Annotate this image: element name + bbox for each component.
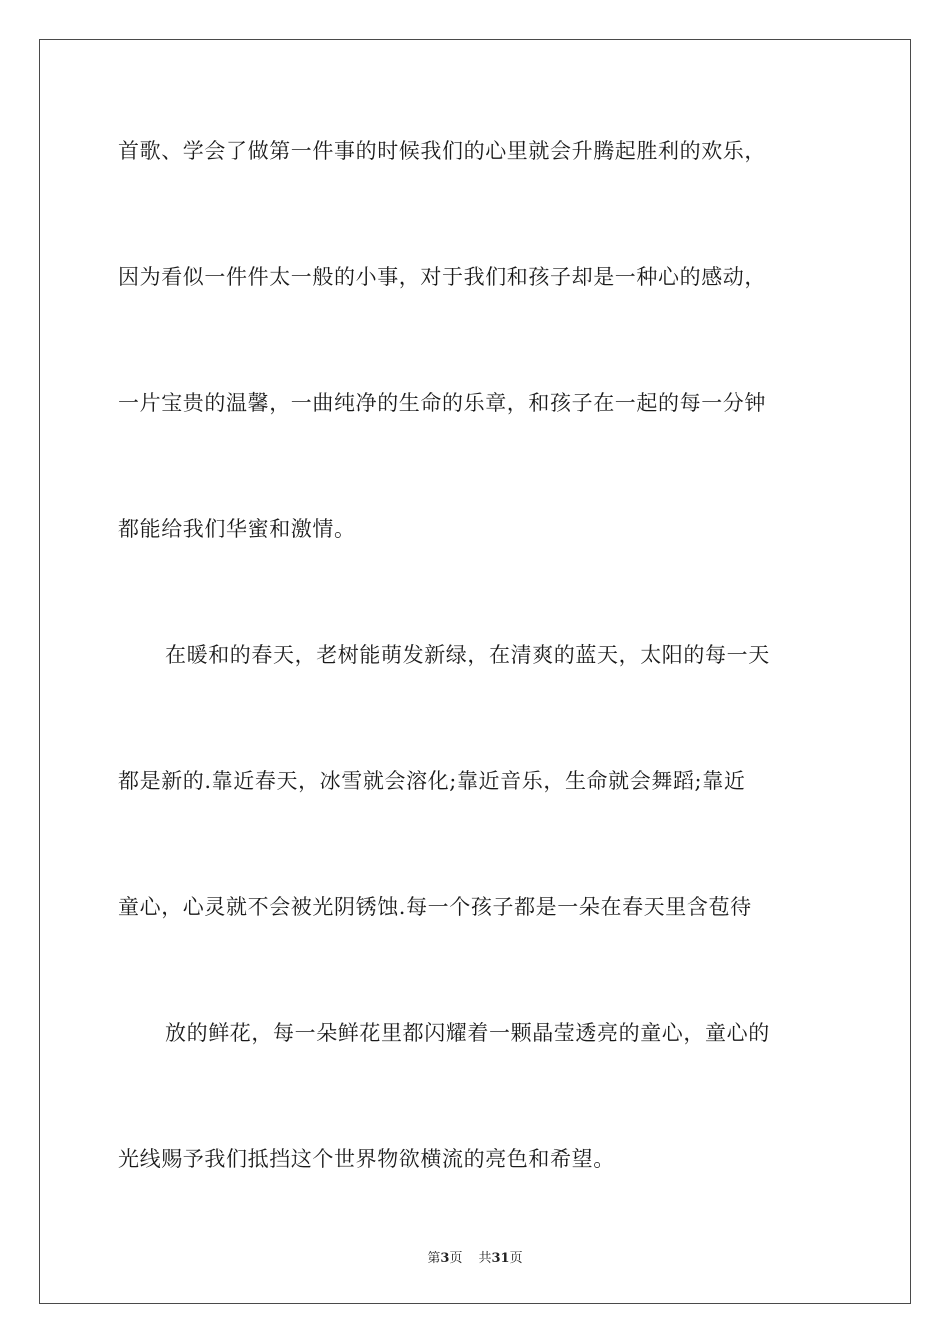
page-footer <box>0 1247 950 1266</box>
footer-total-prefix: 共 <box>478 1251 492 1266</box>
text-line-4: 都能给我们华蜜和激情。 <box>118 517 356 541</box>
text-line-1: 首歌、学会了做第一件事的时候我们的心里就会升腾起胜利的欢乐， <box>118 139 766 163</box>
text-line-3: 一片宝贵的温馨，一曲纯净的生命的乐章，和孩子在一起的每一分钟 <box>118 391 766 415</box>
text-line-2: 因为看似一件件太一般的小事，对于我们和孩子却是一种心的感动， <box>118 265 766 289</box>
text-line-9: 光线赐予我们抵挡这个世界物欲横流的亮色和希望。 <box>118 1147 615 1171</box>
text-line-5: 在暖和的春天，老树能萌发新绿，在清爽的蓝天，太阳的每一天 <box>165 643 770 667</box>
footer-page-total: 31 <box>491 1251 510 1266</box>
footer-page-prefix: 第 <box>427 1251 441 1266</box>
page-border <box>39 39 911 1304</box>
text-line-8: 放的鲜花，每一朵鲜花里都闪耀着一颗晶莹透亮的童心，童心的 <box>165 1021 770 1045</box>
footer-page-suffix: 页 <box>449 1251 463 1266</box>
footer-page-current: 3 <box>440 1251 450 1266</box>
footer-total-suffix: 页 <box>509 1251 523 1266</box>
text-line-6: 都是新的.靠近春天，冰雪就会溶化;靠近音乐，生命就会舞蹈;靠近 <box>118 769 746 793</box>
text-line-7: 童心，心灵就不会被光阴锈蚀.每一个孩子都是一朵在春天里含苞待 <box>118 895 752 919</box>
